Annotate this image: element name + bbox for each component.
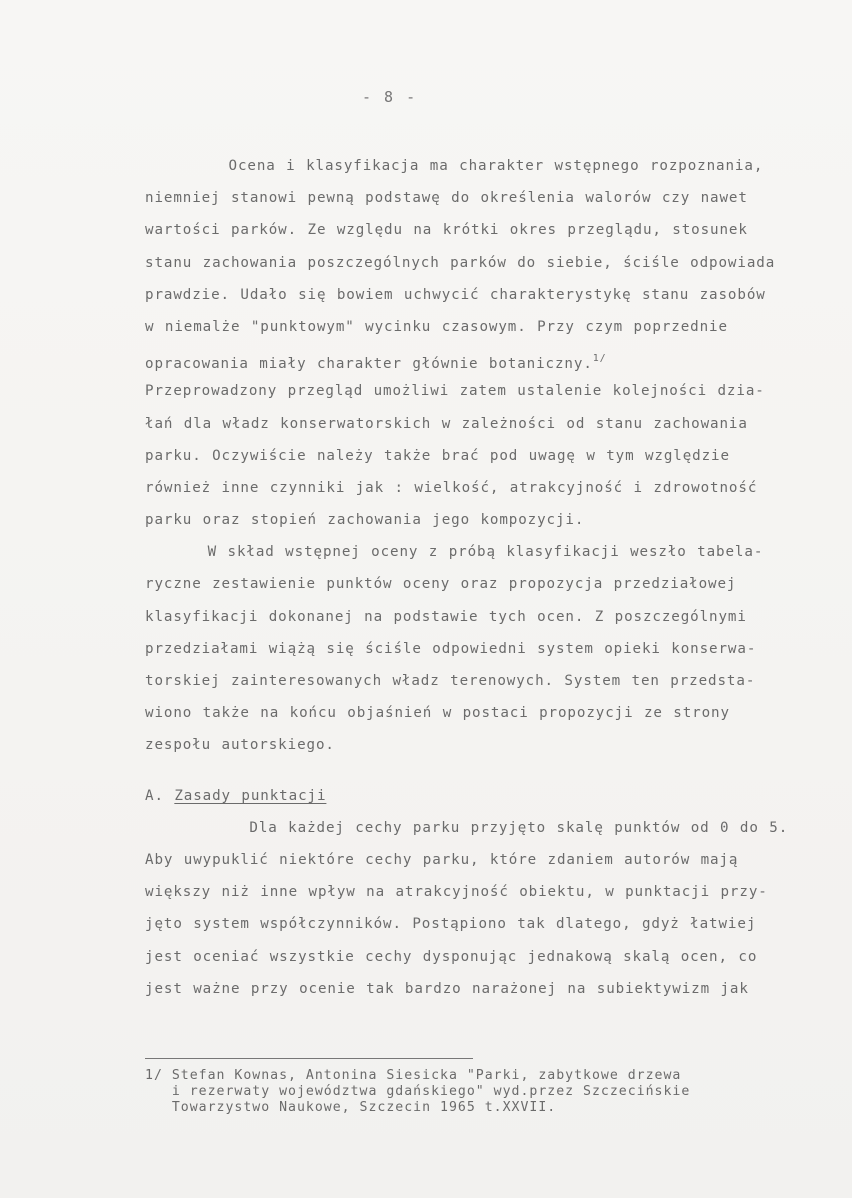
text-line: klasyfikacji dokonanej na podstawie tych ocen. Z poszczególnymi bbox=[145, 608, 747, 625]
text-line: ryczne zestawienie punktów oceny oraz propozycja przedziałowej bbox=[145, 576, 737, 593]
text-line bbox=[145, 343, 815, 375]
text-line: Przeprowadzony przegląd umożliwi zatem ustalenie kolejności dzia- bbox=[145, 383, 765, 400]
text-line: większy niż inne wpływ na atrakcyjność obiektu, w punktacji przy- bbox=[145, 884, 768, 901]
text-line: wartości parków. Ze względu na krótki okres przeglądu, stosunek bbox=[145, 222, 748, 239]
page-number: - 8 - bbox=[362, 88, 418, 106]
footnote-line: 1/ Stefan Kownas, Antonina Siesicka "Parki, zabytkowe drzewa bbox=[145, 1068, 682, 1083]
spacer bbox=[145, 762, 815, 780]
text-line: również inne czynniki jak : wielkość, atrakcyjność i zdrowotność bbox=[145, 479, 758, 496]
text-line: zespołu autorskiego. bbox=[145, 737, 335, 754]
footnote-divider bbox=[145, 1058, 473, 1059]
footnote bbox=[145, 1068, 795, 1116]
paragraph-1 bbox=[145, 150, 815, 375]
paragraph-3 bbox=[145, 536, 815, 761]
text-line: Ocena i klasyfikacja ma charakter wstępnego rozpoznania, bbox=[145, 158, 764, 174]
text-line: stanu zachowania poszczególnych parków do siebie, ściśle odpowiada bbox=[145, 254, 776, 271]
text-line: Dla każdej cechy parku przyjęto skalę punktów od 0 do 5. bbox=[145, 819, 789, 836]
paragraph-2 bbox=[145, 375, 815, 536]
body-text bbox=[145, 150, 815, 1005]
text-line: niemniej stanowi pewną podstawę do określenia walorów czy nawet bbox=[145, 190, 748, 207]
text-line: parku. Oczywiście należy także brać pod uwagę w tym względzie bbox=[145, 447, 730, 464]
footnote-reference: 1/ bbox=[592, 353, 607, 365]
text-line: jęto system współczynników. Postąpiono tak dlatego, gdyż łatwiej bbox=[145, 916, 757, 933]
text-line: W skład wstępnej oceny z próbą klasyfikacji weszło tabela- bbox=[145, 544, 764, 561]
text-line: wiono także na końcu objaśnień w postaci propozycji ze strony bbox=[145, 705, 730, 722]
text-line: prawdzie. Udało się bowiem uchwycić charakterystykę stanu zasobów bbox=[145, 286, 766, 303]
footnote-line: i rezerwaty województwa gdańskiego" wyd.przez Szczecińskie bbox=[145, 1084, 691, 1099]
section-title: Zasady punktacji bbox=[174, 787, 327, 804]
text-line: Aby uwypuklić niektóre cechy parku, które zdaniem autorów mają bbox=[145, 851, 739, 868]
text-line: torskiej zainteresowanych władz terenowych. System ten przedsta- bbox=[145, 673, 756, 689]
section-paragraph bbox=[145, 812, 815, 1005]
text-line-content: opracowania miały charakter głównie botaniczny. bbox=[145, 356, 593, 373]
section-prefix: A. bbox=[145, 787, 175, 804]
text-line: przedziałami wiążą się ściśle odpowiedni system opieki konserwa- bbox=[145, 640, 757, 657]
text-line: jest oceniać wszystkie cechy dysponując jednakową skalą ocen, co bbox=[145, 948, 758, 965]
text-line: parku oraz stopień zachowania jego kompozycji. bbox=[145, 512, 585, 529]
text-line: w niemalże "punktowym" wycinku czasowym. Przy czym poprzednie bbox=[145, 318, 728, 335]
section-heading bbox=[145, 780, 815, 812]
footnote-line: Towarzystwo Naukowe, Szczecin 1965 t.XXVII. bbox=[145, 1100, 557, 1115]
text-line: łań dla władz konserwatorskich w zależności od stanu zachowania bbox=[145, 415, 748, 432]
text-line: jest ważne przy ocenie tak bardzo narażonej na subiektywizm jak bbox=[145, 980, 749, 997]
